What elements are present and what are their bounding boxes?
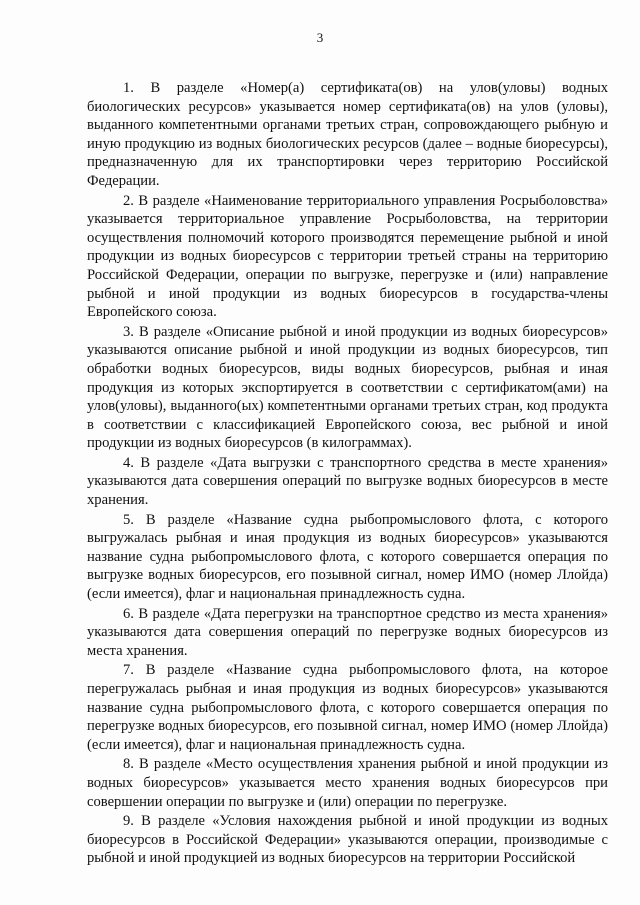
paragraph-1: 1. В разделе «Номер(а) сертификата(ов) на улов(уловы) водных биологических ресурсов» указывается номер сертификата(ов) на улов (уловы), выданного компетентными органами третьих стран, сопровождающего рыбную и иную продукцию из водных биологических ресурсов (далее – водные биоресурсы), предназначенную для их транспортировки через территорию Российской Федерации. <box>87 80 608 189</box>
page-number: 3 <box>316 30 324 45</box>
document-body <box>87 79 608 868</box>
paragraph-2: 2. В разделе «Наименование территориального управления Росрыболовства» указывается территориальное управление Росрыболовства, на территории осуществления полномочий которого производятся перемещение рыбной и иной продукции из водных биоресурсов с территории третьей страны на территорию Российской Федерации, операции по выгрузке, перегрузке и (или) направление рыбной и иной продукции из водных биоресурсов в государства-члены Европейского союза. <box>87 192 608 321</box>
paragraph-8: 8. В разделе «Место осуществления хранения рыбной и иной продукции из водных биоресурсов» указывается место хранения водных биоресурсов при совершении операции по выгрузке и (или) операции по перегрузке. <box>87 756 608 810</box>
paragraph-6: 6. В разделе «Дата перегрузки на транспортное средство из места хранения» указываются дата совершения операций по перегрузке водных биоресурсов из места хранения. <box>87 605 608 659</box>
paragraph-9: 9. В разделе «Условия нахождения рыбной и иной продукции из водных биоресурсов в Российской Федерации» указываются операции, производимые с рыбной и иной продукцией из водных биоресурсов на территории Российской <box>87 813 608 867</box>
paragraph-5: 5. В разделе «Название судна рыбопромыслового флота, с которого выгружалась рыбная и иная продукция из водных биоресурсов» указываются название судна рыбопромыслового флота, с которого совершается операция по выгрузке водных биоресурсов, его позывной сигнал, номер ИМО (номер Ллойда) (если имеется), флаг и национальная принадлежность судна. <box>87 511 608 603</box>
paragraph-4: 4. В разделе «Дата выгрузки с транспортного средства в месте хранения» указываются дата совершения операций по выгрузке водных биоресурсов в месте хранения. <box>87 454 608 509</box>
paragraph-7: 7. В разделе «Название судна рыбопромыслового флота, на которое перегружалась рыбная и иная продукция из водных биоресурсов» указываются название судна рыбопромыслового флота, с которого совершается операция по перегрузке водных биоресурсов, его позывной сигнал, номер ИМО (номер Ллойда) (если имеется), флаг и национальная принадлежность судна. <box>87 662 608 753</box>
paragraph-3: 3. В разделе «Описание рыбной и иной продукции из водных биоресурсов» указываются описание рыбной и иной продукции из водных биоресурсов, тип обработки водных биоресурсов, виды водных биоресурсов, рыбная и иная продукция из которых экспортируется в соответствии с сертификатом(ами) на улов(уловы), выданного(ых) компетентными органами третьих стран, код продукта в соответствии с классификацией Европейского союза, вес рыбной и иной продукции из водных биоресурсов (в килограммах). <box>87 323 608 452</box>
